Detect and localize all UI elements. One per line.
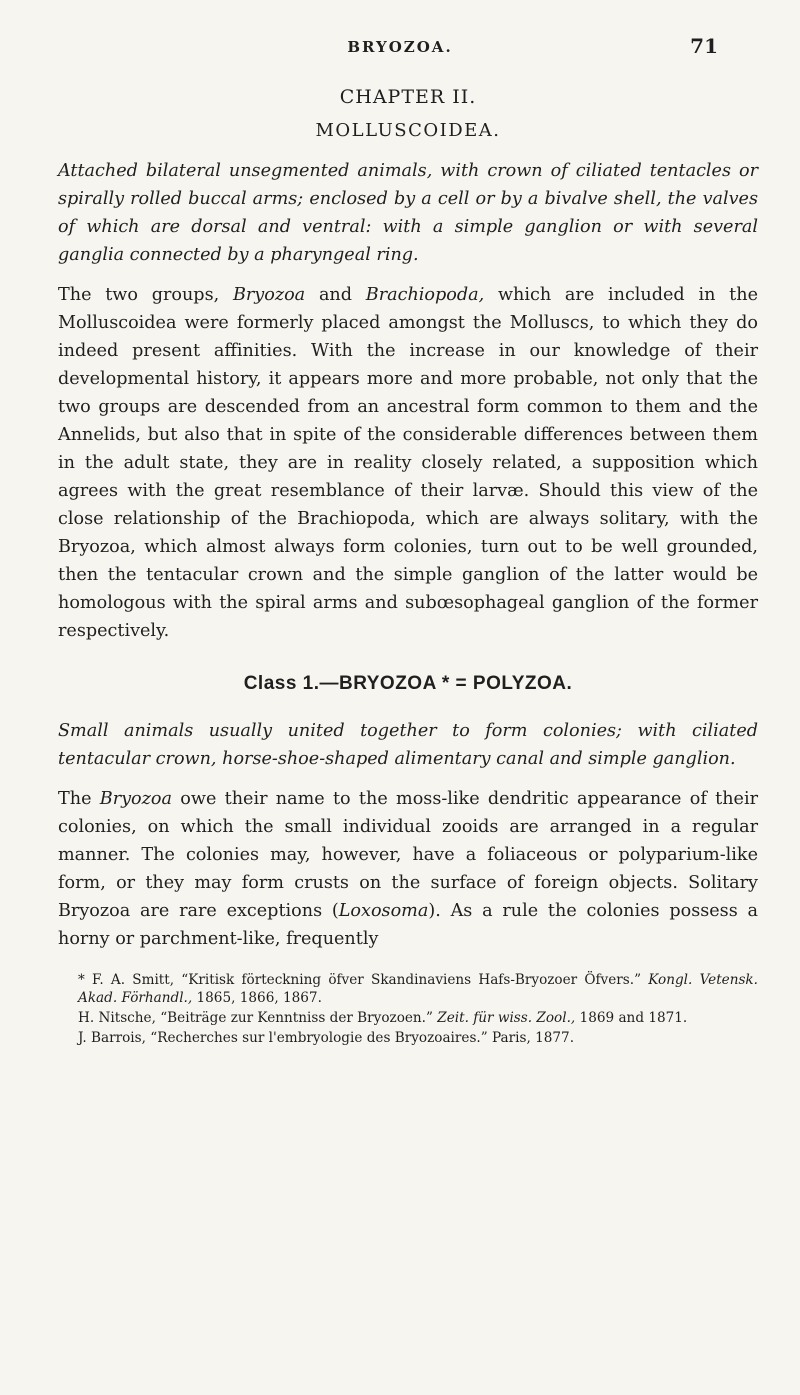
text-run: The two groups,: [58, 285, 233, 305]
page-content: [58, 86, 758, 1049]
footnote-text: J. Barrois, “Recherches sur l'embryologie des Bryozoaires.” Paris, 1877.: [78, 1030, 575, 1046]
footnote-text: 1865, 1866, 1867.: [192, 990, 322, 1006]
text-run: The: [58, 789, 100, 809]
running-title: BRYOZOA.: [347, 38, 453, 56]
taxon-name: Bryozoa: [99, 789, 172, 809]
text-run: ). As a rule the colonies possess a horny or parchment-like, frequently: [58, 901, 758, 949]
class-summary: Small animals usually united together to form colonies; with ciliated tentacular crown, horse-shoe-shaped alimentary canal and simple ganglion.: [58, 721, 758, 769]
text-run: owe their name to the moss-like dendritic appearance of their colonies, on which the small individual zooids are arranged in a regular manner. The colonies may, however, have a foliaceous or polyparium-like form, or they may form crusts on the surface of foreign objects. Solitary Bryozoa are rare exceptions (: [58, 789, 758, 921]
page-number: 71: [690, 34, 718, 58]
taxon-name: Bryozoa: [232, 285, 306, 305]
chapter-paragraph: [58, 281, 758, 645]
running-head: [0, 34, 800, 64]
journal-title: Kongl. Vetensk. Akad. Förhandl.,: [78, 972, 758, 1006]
footnote: [58, 1029, 758, 1047]
chapter-heading: CHAPTER II.: [339, 86, 477, 108]
journal-title: Zeit. für wiss. Zool.,: [437, 1010, 576, 1026]
class-paragraph: [58, 785, 758, 953]
taxon-name: Loxosoma: [338, 901, 429, 921]
chapter-summary: Attached bilateral unsegmented animals, with crown of ciliated tentacles or spirally rolled buccal arms; enclosed by a cell or by a bivalve shell, the valves of which are dorsal and ventral: with a simple ganglion or with several ganglia connected by a pharyngeal ring.: [58, 161, 758, 265]
footnote-text: 1869 and 1871.: [575, 1010, 688, 1026]
footnote-text: * F. A. Smitt, “Kritisk förteckning öfver Skandinaviens Hafs-Bryozoer Öfvers.”: [78, 972, 649, 988]
footnote-text: H. Nitsche, “Beiträge zur Kenntniss der Bryozoen.”: [78, 1010, 438, 1026]
taxon-name: Brachiopoda,: [365, 285, 485, 305]
text-run: and: [305, 285, 366, 305]
footnote: [58, 971, 758, 1007]
footnote: [58, 1009, 758, 1027]
class-heading: Class 1.—BRYOZOA * = POLYZOA.: [243, 673, 573, 694]
chapter-title: MOLLUSCOIDEA.: [315, 120, 501, 141]
footnotes: [58, 971, 758, 1047]
text-run: which are included in the Molluscoidea were formerly placed amongst the Molluscs, to which they do indeed present affinities. With the increase in our knowledge of their developmental history, it appears more and more probable, not only that the two groups are descended from an ancestral form common to them and the Annelids, but also that in spite of the considerable differences between them in the adult state, they are in reality closely related, a supposition which agrees with the great resemblance of their larvæ. Should this view of the close relationship of the Brachiopoda, which are always solitary, with the Bryozoa, which almost always form colonies, turn out to be well grounded, then the tentacular crown and the simple ganglion of the latter would be homologous with the spiral arms and subœsophageal ganglion of the former respectively.: [58, 285, 758, 641]
